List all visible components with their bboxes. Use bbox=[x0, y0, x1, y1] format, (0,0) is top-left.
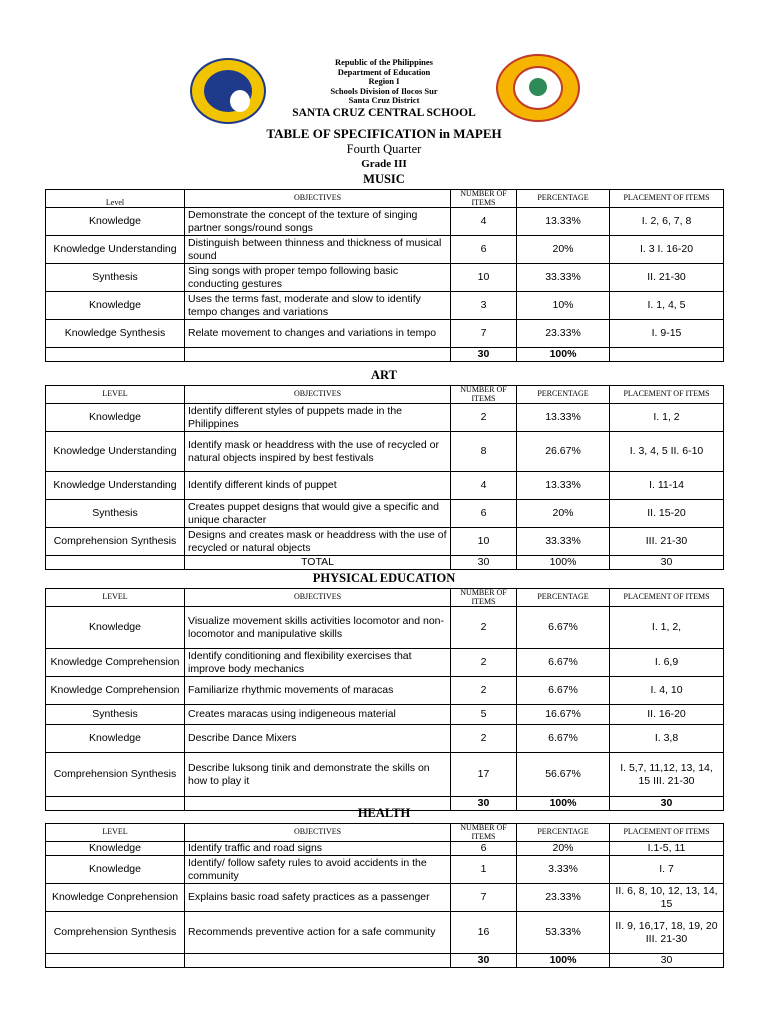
percentage-cell: 23.33% bbox=[517, 884, 610, 912]
level-cell: Knowledge Understanding bbox=[46, 236, 185, 264]
placement-cell: I. 3, 4, 5 II. 6-10 bbox=[610, 432, 724, 472]
objective-cell: Visualize movement skills activities locomotor and non-locomotor and manipulative skills bbox=[185, 607, 451, 649]
items-cell: 5 bbox=[451, 705, 517, 725]
col-header-objectives: OBJECTIVES bbox=[185, 589, 451, 607]
percentage-cell: 26.67% bbox=[517, 432, 610, 472]
table-row bbox=[46, 912, 724, 954]
total-row bbox=[46, 954, 724, 968]
objective-cell: Identify mask or headdress with the use of recycled or natural objects inspired by best festivals bbox=[185, 432, 451, 472]
col-header-percentage: PERCENTAGE bbox=[517, 824, 610, 842]
table-row bbox=[46, 607, 724, 649]
objective-cell: Recommends preventive action for a safe community bbox=[185, 912, 451, 954]
table-row bbox=[46, 528, 724, 556]
table-header-row bbox=[46, 589, 724, 607]
objective-cell: Describe Dance Mixers bbox=[185, 725, 451, 753]
level-cell: Knowledge Comprehension bbox=[46, 649, 185, 677]
pe-table bbox=[45, 588, 724, 811]
items-cell: 1 bbox=[451, 856, 517, 884]
placement-cell: II. 9, 16,17, 18, 19, 20 III. 21-30 bbox=[610, 912, 724, 954]
percentage-cell: 23.33% bbox=[517, 320, 610, 348]
total-placement-cell: 30 bbox=[610, 954, 724, 968]
total-items-cell: 30 bbox=[451, 954, 517, 968]
items-cell: 6 bbox=[451, 500, 517, 528]
school-name: SANTA CRUZ CENTRAL SCHOOL bbox=[292, 106, 476, 119]
total-level-cell bbox=[46, 954, 185, 968]
table-row bbox=[46, 842, 724, 856]
items-cell: 7 bbox=[451, 884, 517, 912]
percentage-cell: 20% bbox=[517, 842, 610, 856]
level-cell: Knowledge bbox=[46, 725, 185, 753]
table-row bbox=[46, 472, 724, 500]
table-row bbox=[46, 432, 724, 472]
quarter-label: Fourth Quarter bbox=[346, 142, 422, 156]
percentage-cell: 56.67% bbox=[517, 753, 610, 797]
table-header-row bbox=[46, 824, 724, 842]
table-header-row bbox=[46, 190, 724, 208]
objective-cell: Explains basic road safety practices as a passenger bbox=[185, 884, 451, 912]
level-cell: Knowledge bbox=[46, 856, 185, 884]
level-cell: Comprehension Synthesis bbox=[46, 753, 185, 797]
items-cell: 2 bbox=[451, 404, 517, 432]
items-cell: 8 bbox=[451, 432, 517, 472]
total-items-cell: 30 bbox=[451, 348, 517, 362]
percentage-cell: 16.67% bbox=[517, 705, 610, 725]
total-items-cell: 30 bbox=[451, 556, 517, 570]
placement-cell: I. 6,9 bbox=[610, 649, 724, 677]
level-cell: Synthesis bbox=[46, 500, 185, 528]
table-row bbox=[46, 677, 724, 705]
percentage-cell: 53.33% bbox=[517, 912, 610, 954]
total-label-cell bbox=[185, 954, 451, 968]
section-title-art: ART bbox=[371, 368, 397, 382]
items-cell: 4 bbox=[451, 472, 517, 500]
percentage-cell: 33.33% bbox=[517, 528, 610, 556]
objective-cell: Creates puppet designs that would give a specific and unique character bbox=[185, 500, 451, 528]
items-cell: 6 bbox=[451, 236, 517, 264]
objective-cell: Relate movement to changes and variations in tempo bbox=[185, 320, 451, 348]
objective-cell: Sing songs with proper tempo following basic conducting gestures bbox=[185, 264, 451, 292]
table-row bbox=[46, 725, 724, 753]
total-label-cell: TOTAL bbox=[185, 556, 451, 570]
music-table bbox=[45, 189, 724, 362]
col-header-items: NUMBER OF ITEMS bbox=[451, 589, 517, 607]
total-row bbox=[46, 556, 724, 570]
items-cell: 10 bbox=[451, 528, 517, 556]
placement-cell: I. 4, 10 bbox=[610, 677, 724, 705]
objective-cell: Identify traffic and road signs bbox=[185, 842, 451, 856]
objective-cell: Creates maracas using indigeneous material bbox=[185, 705, 451, 725]
placement-cell: I. 3 I. 16-20 bbox=[610, 236, 724, 264]
objective-cell: Describe luksong tinik and demonstrate the skills on how to play it bbox=[185, 753, 451, 797]
percentage-cell: 6.67% bbox=[517, 677, 610, 705]
placement-cell: II. 21-30 bbox=[610, 264, 724, 292]
items-cell: 7 bbox=[451, 320, 517, 348]
placement-cell: I. 2, 6, 7, 8 bbox=[610, 208, 724, 236]
col-header-placement: PLACEMENT OF ITEMS bbox=[610, 589, 724, 607]
col-header-items: NUMBER OF ITEMS bbox=[451, 190, 517, 208]
table-row bbox=[46, 705, 724, 725]
placement-cell: II. 16-20 bbox=[610, 705, 724, 725]
placement-cell: I. 1, 4, 5 bbox=[610, 292, 724, 320]
percentage-cell: 13.33% bbox=[517, 208, 610, 236]
level-cell: Knowledge bbox=[46, 208, 185, 236]
table-row bbox=[46, 208, 724, 236]
level-cell: Comprehension Synthesis bbox=[46, 912, 185, 954]
objective-cell: Identify conditioning and flexibility exercises that improve body mechanics bbox=[185, 649, 451, 677]
col-header-level: LEVEL bbox=[46, 824, 185, 842]
placement-cell: I. 7 bbox=[610, 856, 724, 884]
total-percentage-cell: 100% bbox=[517, 348, 610, 362]
total-level-cell bbox=[46, 348, 185, 362]
objective-cell: Demonstrate the concept of the texture of singing partner songs/round songs bbox=[185, 208, 451, 236]
level-cell: Synthesis bbox=[46, 705, 185, 725]
col-header-objectives: OBJECTIVES bbox=[185, 190, 451, 208]
objective-cell: Uses the terms fast, moderate and slow to identify tempo changes and variations bbox=[185, 292, 451, 320]
art-table bbox=[45, 385, 724, 570]
header-line: Region I bbox=[368, 76, 400, 86]
level-cell: Knowledge Synthesis bbox=[46, 320, 185, 348]
table-row bbox=[46, 236, 724, 264]
level-cell: Knowledge Comprehension bbox=[46, 677, 185, 705]
objective-cell: Familiarize rhythmic movements of maracas bbox=[185, 677, 451, 705]
objective-cell: Identify/ follow safety rules to avoid accidents in the community bbox=[185, 856, 451, 884]
percentage-cell: 20% bbox=[517, 500, 610, 528]
objective-cell: Distinguish between thinness and thickness of musical sound bbox=[185, 236, 451, 264]
total-placement-cell: 30 bbox=[610, 556, 724, 570]
total-label-cell bbox=[185, 348, 451, 362]
percentage-cell: 3.33% bbox=[517, 856, 610, 884]
col-header-items: NUMBER OF ITEMS bbox=[451, 386, 517, 404]
level-cell: Knowledge bbox=[46, 607, 185, 649]
placement-cell: I. 1, 2 bbox=[610, 404, 724, 432]
placement-cell: I. 1, 2, bbox=[610, 607, 724, 649]
table-row bbox=[46, 500, 724, 528]
section-title-pe: PHYSICAL EDUCATION bbox=[312, 571, 456, 585]
section-title-music: MUSIC bbox=[363, 172, 405, 186]
col-header-percentage: PERCENTAGE bbox=[517, 589, 610, 607]
col-header-level: Level bbox=[46, 190, 185, 208]
items-cell: 2 bbox=[451, 607, 517, 649]
items-cell: 4 bbox=[451, 208, 517, 236]
col-header-percentage: PERCENTAGE bbox=[517, 386, 610, 404]
level-cell: Synthesis bbox=[46, 264, 185, 292]
percentage-cell: 6.67% bbox=[517, 607, 610, 649]
items-cell: 2 bbox=[451, 725, 517, 753]
objective-cell: Identify different styles of puppets made in the Philippines bbox=[185, 404, 451, 432]
level-cell: Knowledge bbox=[46, 404, 185, 432]
items-cell: 3 bbox=[451, 292, 517, 320]
total-placement-cell: 30 bbox=[610, 797, 724, 811]
col-header-placement: PLACEMENT OF ITEMS bbox=[610, 824, 724, 842]
items-cell: 2 bbox=[451, 649, 517, 677]
percentage-cell: 13.33% bbox=[517, 404, 610, 432]
placement-cell: I. 9-15 bbox=[610, 320, 724, 348]
table-row bbox=[46, 856, 724, 884]
level-cell: Knowledge Understanding bbox=[46, 432, 185, 472]
items-cell: 16 bbox=[451, 912, 517, 954]
col-header-items: NUMBER OF ITEMS bbox=[451, 824, 517, 842]
letterhead bbox=[0, 58, 768, 120]
total-percentage-cell: 100% bbox=[517, 954, 610, 968]
header-line: Department of Education bbox=[337, 66, 431, 77]
col-header-percentage: PERCENTAGE bbox=[517, 190, 610, 208]
percentage-cell: 6.67% bbox=[517, 725, 610, 753]
items-cell: 6 bbox=[451, 842, 517, 856]
objective-cell: Identify different kinds of puppet bbox=[185, 472, 451, 500]
placement-cell: II. 6, 8, 10, 12, 13, 14, 15 bbox=[610, 884, 724, 912]
table-row bbox=[46, 320, 724, 348]
table-row bbox=[46, 404, 724, 432]
document-title: TABLE OF SPECIFICATION in MAPEH bbox=[266, 126, 502, 141]
placement-cell: I. 11-14 bbox=[610, 472, 724, 500]
total-placement-cell bbox=[610, 348, 724, 362]
placement-cell: I. 3,8 bbox=[610, 725, 724, 753]
items-cell: 17 bbox=[451, 753, 517, 797]
placement-cell: II. 15-20 bbox=[610, 500, 724, 528]
col-header-placement: PLACEMENT OF ITEMS bbox=[610, 386, 724, 404]
total-row bbox=[46, 348, 724, 362]
col-header-objectives: OBJECTIVES bbox=[185, 386, 451, 404]
header-line: Santa Cruz District bbox=[348, 95, 420, 105]
percentage-cell: 6.67% bbox=[517, 649, 610, 677]
percentage-cell: 10% bbox=[517, 292, 610, 320]
total-level-cell bbox=[46, 556, 185, 570]
header-line: Republic of the Philippines bbox=[334, 57, 433, 67]
table-row bbox=[46, 753, 724, 797]
level-cell: Comprehension Synthesis bbox=[46, 528, 185, 556]
placement-cell: I. 5,7, 11,12, 13, 14, 15 III. 21-30 bbox=[610, 753, 724, 797]
percentage-cell: 33.33% bbox=[517, 264, 610, 292]
grade-label: Grade III bbox=[361, 158, 407, 170]
table-row bbox=[46, 649, 724, 677]
placement-cell: I.1-5, 11 bbox=[610, 842, 724, 856]
percentage-cell: 13.33% bbox=[517, 472, 610, 500]
total-percentage-cell: 100% bbox=[517, 797, 610, 811]
col-header-level: LEVEL bbox=[46, 386, 185, 404]
total-percentage-cell: 100% bbox=[517, 556, 610, 570]
level-cell: Knowledge Understanding bbox=[46, 472, 185, 500]
table-row bbox=[46, 264, 724, 292]
items-cell: 2 bbox=[451, 677, 517, 705]
section-title-health: HEALTH bbox=[357, 806, 411, 820]
col-header-level: LEVEL bbox=[46, 589, 185, 607]
document-title-block bbox=[0, 126, 768, 172]
level-cell: Knowledge bbox=[46, 842, 185, 856]
table-header-row bbox=[46, 386, 724, 404]
percentage-cell: 20% bbox=[517, 236, 610, 264]
table-row bbox=[46, 884, 724, 912]
col-header-objectives: OBJECTIVES bbox=[185, 824, 451, 842]
items-cell: 10 bbox=[451, 264, 517, 292]
total-items-cell: 30 bbox=[451, 797, 517, 811]
health-table bbox=[45, 823, 724, 968]
level-cell: Knowledge Conprehension bbox=[46, 884, 185, 912]
placement-cell: III. 21-30 bbox=[610, 528, 724, 556]
table-row bbox=[46, 292, 724, 320]
header-line: Schools Division of Ilocos Sur bbox=[330, 85, 438, 96]
level-cell: Knowledge bbox=[46, 292, 185, 320]
col-header-placement: PLACEMENT OF ITEMS bbox=[610, 190, 724, 208]
objective-cell: Designs and creates mask or headdress with the use of recycled or natural objects bbox=[185, 528, 451, 556]
